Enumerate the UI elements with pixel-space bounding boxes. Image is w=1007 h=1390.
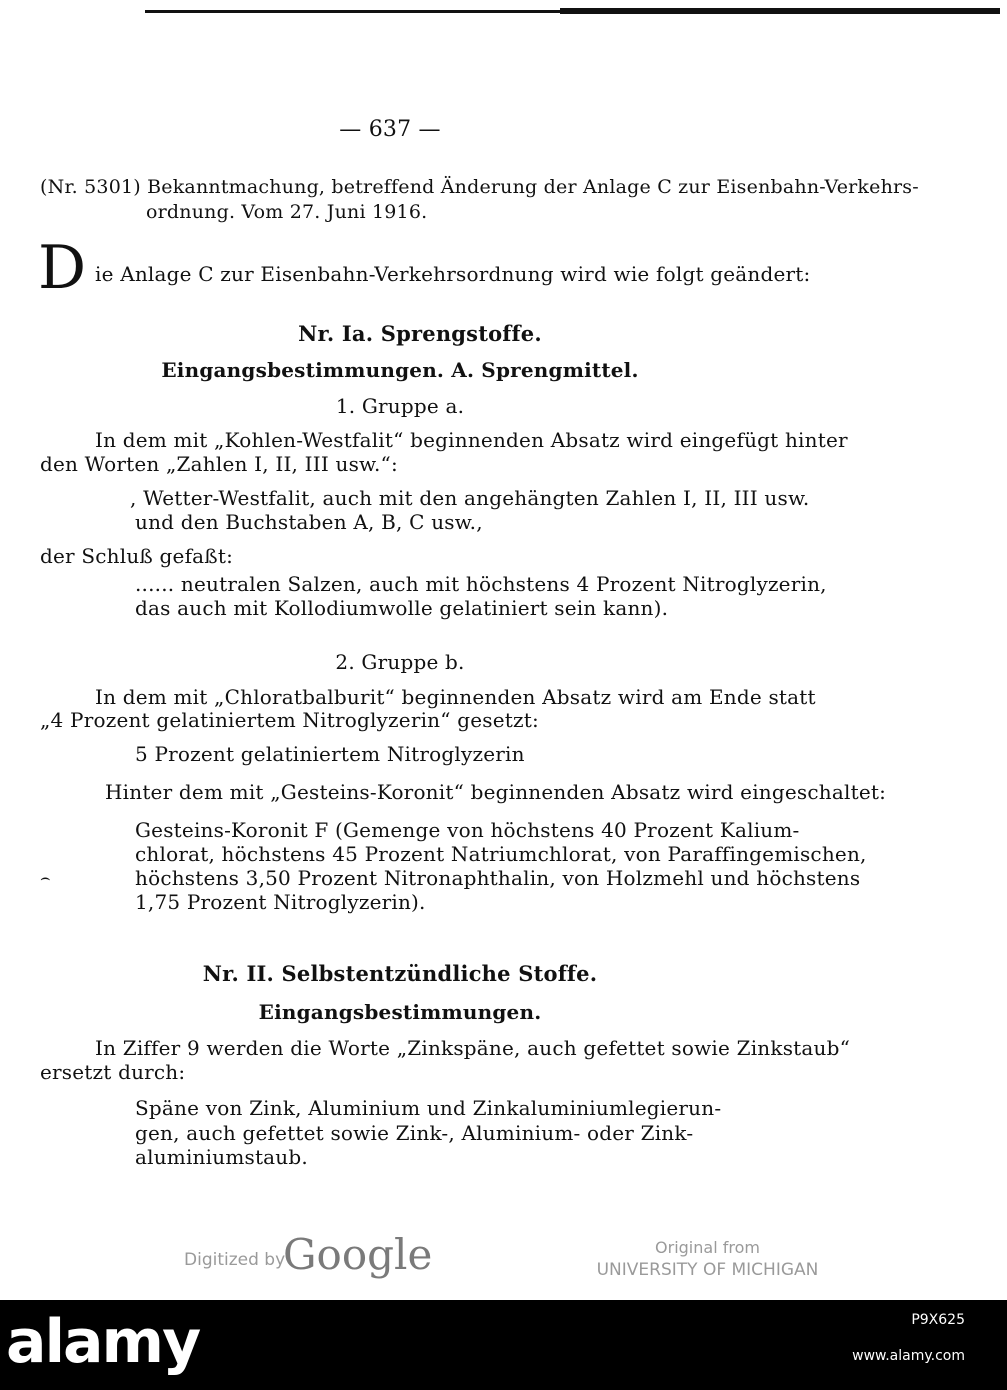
- group-b-title: 2. Gruppe b.: [335, 650, 465, 674]
- image-id: P9X625: [911, 1312, 965, 1328]
- section-2-quote-line: Späne von Zink, Aluminium und Zinkaluminiumlegierun-: [135, 1096, 722, 1120]
- group-b-quote-2-line: chlorat, höchstens 45 Prozent Natriumchlorat, von Paraffingemischen,: [135, 842, 867, 866]
- section-2-title: Nr. II. Selbstentzündliche Stoffe.: [202, 961, 598, 986]
- group-a-quote-2-line: ...... neutralen Salzen, auch mit höchstens 4 Prozent Nitroglyzerin,: [135, 572, 827, 596]
- group-b-quote-2-line: 1,75 Prozent Nitroglyzerin).: [135, 890, 426, 914]
- google-logo: Google: [283, 1230, 433, 1279]
- group-b-paragraph-2: Hinter dem mit „Gesteins-Koronit“ beginnenden Absatz wird eingeschaltet:: [105, 780, 887, 804]
- alamy-logo: alamy: [6, 1307, 200, 1377]
- section-2-paragraph-line: ersetzt durch:: [40, 1060, 186, 1084]
- university-label: UNIVERSITY OF MICHIGAN: [596, 1260, 819, 1280]
- group-a-paragraph-2: der Schluß gefaßt:: [40, 544, 234, 568]
- group-b-quote: 5 Prozent gelatiniertem Nitroglyzerin: [135, 742, 525, 766]
- section-2-quote-line: aluminiumstaub.: [135, 1145, 308, 1169]
- group-a-paragraph-line: In dem mit „Kohlen-Westfalit“ beginnenden Absatz wird eingefügt hinter: [95, 428, 848, 452]
- digitized-by-label: Digitized by: [184, 1250, 286, 1270]
- group-a-quote-line: , Wetter-Westfalit, auch mit den angehängten Zahlen I, II, III usw.: [130, 486, 810, 510]
- group-a-quote-2-line: das auch mit Kollodiumwolle gelatiniert sein kann).: [135, 596, 669, 620]
- page-number: — 637 —: [339, 117, 441, 142]
- group-b-quote-2-line: Gesteins-Koronit F (Gemenge von höchstens 40 Prozent Kalium-: [135, 818, 800, 842]
- site-url: www.alamy.com: [852, 1348, 965, 1364]
- section-2-paragraph-line: In Ziffer 9 werden die Worte „Zinkspäne, auch gefettet sowie Zinkstaub“: [95, 1036, 851, 1060]
- announcement-heading-line-1: (Nr. 5301) Bekanntmachung, betreffend Änderung der Anlage C zur Eisenbahn-Verkehrs-: [40, 176, 919, 198]
- group-b-quote-2-line: höchstens 3,50 Prozent Nitronaphthalin, von Holzmehl und höchstens: [135, 866, 861, 890]
- announcement-heading-line-2: ordnung. Vom 27. Juni 1916.: [146, 201, 428, 223]
- group-a-title: 1. Gruppe a.: [335, 394, 465, 418]
- group-b-paragraph-line: „4 Prozent gelatiniertem Nitroglyzerin“ gesetzt:: [40, 708, 539, 732]
- intro-text: ie Anlage C zur Eisenbahn-Verkehrsordnung wird wie folgt geändert:: [95, 262, 811, 286]
- top-rule-thick: [560, 8, 1000, 14]
- group-b-paragraph-line: In dem mit „Chloratbalburit“ beginnenden Absatz wird am Ende statt: [95, 685, 816, 709]
- section-2-quote-line: gen, auch gefettet sowie Zink-, Aluminium- oder Zink-: [135, 1121, 694, 1145]
- margin-mark: ⌢: [40, 868, 51, 887]
- group-a-quote-line: und den Buchstaben A, B, C usw.,: [135, 510, 483, 534]
- section-1-title: Nr. Ia. Sprengstoffe.: [298, 321, 542, 346]
- drop-cap: D: [38, 233, 87, 303]
- section-2-subtitle: Eingangsbestimmungen.: [258, 1000, 542, 1024]
- section-1-subtitle: Eingangsbestimmungen. A. Sprengmittel.: [161, 358, 639, 382]
- group-a-paragraph-line: den Worten „Zahlen I, II, III usw.“:: [40, 452, 398, 476]
- original-from-label: Original from: [655, 1238, 760, 1257]
